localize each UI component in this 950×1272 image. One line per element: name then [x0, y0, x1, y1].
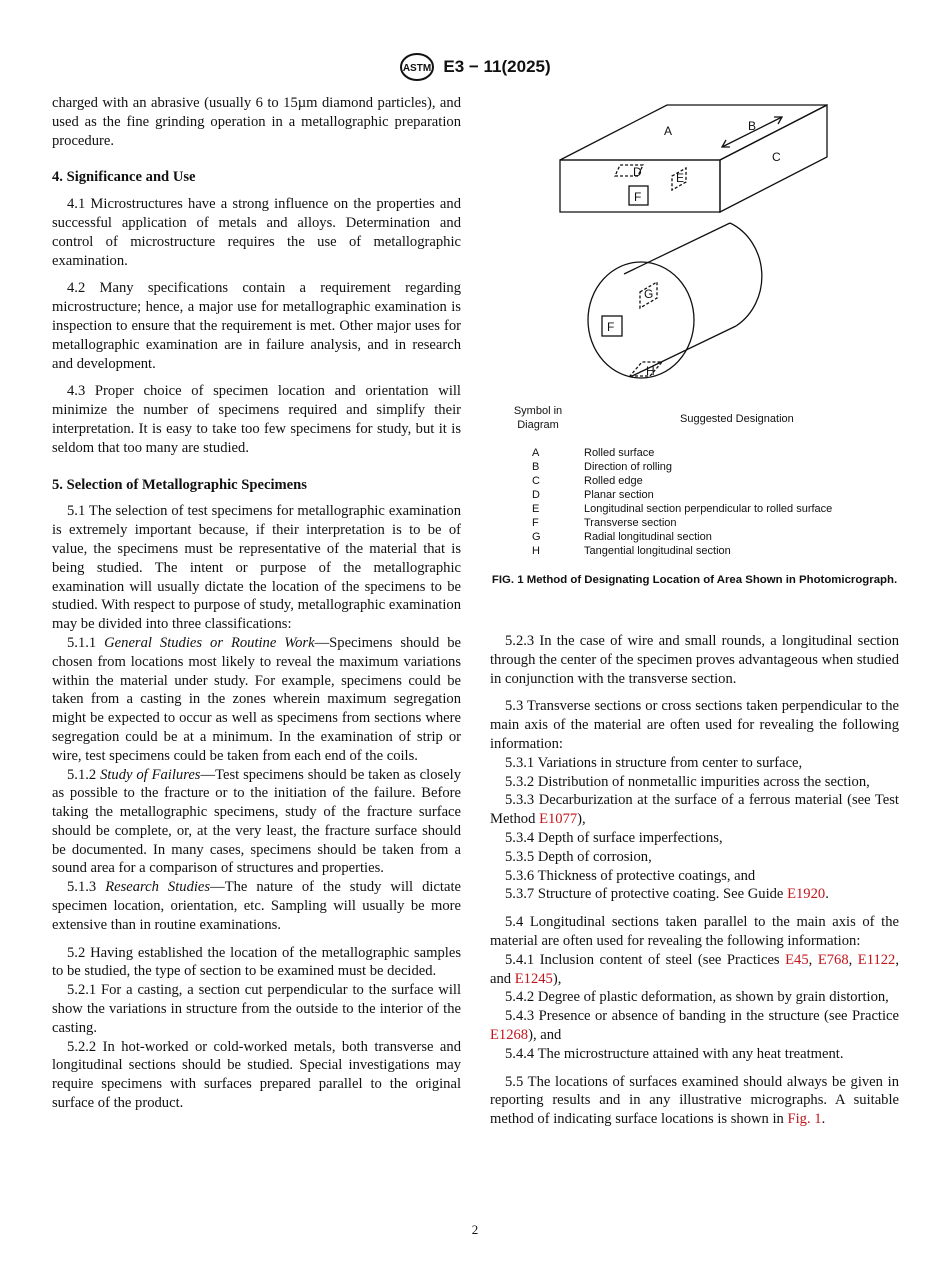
legend-row: D Planar section	[532, 489, 654, 501]
figure-caption: FIG. 1 Method of Designating Location of Area Shown in Photomicrograph.	[491, 574, 898, 586]
link-e1268[interactable]: E1268	[490, 1026, 529, 1043]
legend-row: F Transverse section	[532, 517, 677, 529]
link-e768[interactable]: E768	[817, 951, 849, 968]
paragraph-5-2: 5.2 Having established the location of the metallographic samples to be studied, the type of section to be examined must be decided.	[52, 944, 461, 980]
link-e1077[interactable]: E1077	[539, 811, 578, 828]
paragraph-5-1-2: 5.1.2 Study of Failures—Test specimens should be taken as closely as possible to the fracture or to the initiation of the failure. Before taking the metallographic specimens, study of the fracture surface should be complete, or, at the very least, the fracture surface should be documented. In many cases, specimens should be taken from a sound area for a comparison of structures and properties.	[52, 766, 461, 877]
label-c: C	[772, 150, 781, 164]
legend-row: H Tangential longitudinal section	[532, 545, 731, 557]
label-h: H	[646, 364, 655, 378]
paragraph-4-1: 4.1 Microstructures have a strong influence on the properties and successful application of metals and alloys. Determination and control of microstructure requires the use of metallographic examination.	[52, 196, 461, 269]
label-f-cylinder: F	[607, 320, 615, 334]
label-b: B	[748, 119, 757, 133]
term-study-of-failures: Study of Failures	[100, 766, 201, 783]
paragraph-5-4: 5.4 Longitudinal sections taken parallel to the main axis of the material are often used for revealing the following information:	[490, 914, 899, 949]
paragraph-5-2-3: 5.2.3 In the case of wire and small rounds, a longitudinal section through the center of the specimen proves advantageous when studied in conjunction with the transverse section.	[490, 633, 899, 687]
paragraph-5-2-1: 5.2.1 For a casting, a section cut perpendicular to the surface will show the variations in structure from the outside to the interior of the casting.	[52, 982, 461, 1036]
legend-header-symbol: Symbol in Diagram	[513, 405, 563, 431]
link-fig-1[interactable]: Fig. 1	[787, 1111, 822, 1128]
paragraph-5-5: 5.5 The locations of surfaces examined should always be given in reporting results and in any illustrative micrographs. A suitable method of indicating surface locations is shown in Fig. 1.	[490, 1073, 899, 1128]
link-e45[interactable]: E45	[785, 951, 809, 968]
paragraph-5-1-1: 5.1.1 General Studies or Routine Work—Specimens should be chosen from locations most likely to reveal the maximum variations within the material under study. For example, specimens could be taken from a casting in the zones wherein maximum segregation might be expected to occur as well as specimens from sections where segregation could be at a minimum. In the examination of strip or wire, test specimens could be taken from each end of the coils.	[52, 634, 461, 764]
paragraph-4-3: 4.3 Proper choice of specimen location and orientation will minimize the number of specimens required and simplify their interpretation. It is easy to take too few specimens for study, but it is seldom that too many are studied.	[52, 383, 461, 456]
paragraph-5-1: 5.1 The selection of test specimens for metallographic examination is extremely important because, if their interpretation is to be of value, the specimens must be representative of the material that is being studied. The intent or purpose of the metallographic examination will usually dictate the location of the specimens to be studied. With respect to purpose of study, metallographic examination may be divided into three classifications:	[52, 503, 461, 633]
legend-header-designation: Suggested Designation	[680, 413, 794, 425]
legend-row: A Rolled surface	[532, 447, 655, 459]
right-column	[490, 632, 899, 1129]
paragraph-5-3-7: 5.3.7 Structure of protective coating. See Guide E1920.	[505, 886, 829, 903]
term-general-studies: General Studies or Routine Work	[104, 634, 315, 651]
paragraph-5-2-2: 5.2.2 In hot-worked or cold-worked metals, both transverse and longitudinal sections should be studied. Special investigations may require specimens with surfaces prepared parallel to the original surface of the product.	[52, 1038, 461, 1112]
paragraph-intro: charged with an abrasive (usually 6 to 15µm diamond particles), and used as the fine grinding operation in a metallographic preparation procedure.	[52, 95, 461, 149]
paragraph-5-4-3: 5.4.3 Presence or absence of banding in the structure (see Practice E1268), and	[490, 1008, 899, 1043]
astm-logo-text: ASTM	[403, 63, 432, 74]
paragraph-5-3-2: 5.3.2 Distribution of nonmetallic impurities across the section,	[505, 773, 870, 790]
document-code: E3 − 11(2025)	[443, 57, 551, 76]
paragraph-5-4-1: 5.4.1 Inclusion content of steel (see Practices E45, E768, E1122, and E1245),	[490, 951, 900, 987]
legend-row: B Direction of rolling	[532, 461, 673, 473]
label-d: D	[633, 165, 642, 179]
paragraph-5-3-1: 5.3.1 Variations in structure from center to surface,	[505, 754, 803, 771]
astm-logo-icon	[399, 52, 435, 82]
link-e1245[interactable]: E1245	[514, 970, 553, 987]
link-e1920[interactable]: E1920	[787, 886, 826, 903]
legend-row: G Radial longitudinal section	[532, 531, 712, 543]
paragraph-5-1-3: 5.1.3 Research Studies—The nature of the study will dictate specimen location, orientation, etc. Sampling will usually be more extensive than in routine examinations.	[52, 879, 461, 933]
label-f-bar: F	[634, 190, 642, 204]
legend-row: C Rolled edge	[532, 475, 643, 487]
paragraph-5-4-2: 5.4.2 Degree of plastic deformation, as shown by grain distortion,	[505, 989, 889, 1006]
label-a: A	[664, 124, 673, 138]
paragraph-5-3-4: 5.3.4 Depth of surface imperfections,	[505, 829, 723, 846]
heading-section-4: 4. Significance and Use	[52, 169, 196, 186]
paragraph-4-2: 4.2 Many specifications contain a requirement regarding microstructure; hence, a major use for metallographic examination is inspection to ensure that the requirement is met. Other major uses for metallographic examination are in failure analysis, and in research and development.	[52, 280, 461, 372]
term-research-studies: Research Studies	[105, 879, 211, 896]
legend-rows	[490, 446, 899, 558]
heading-section-5: 5. Selection of Metallographic Specimens	[52, 476, 307, 493]
label-e: E	[676, 171, 685, 185]
figure-1-diagram	[490, 92, 899, 397]
page-header	[0, 52, 950, 82]
paragraph-5-3-3: 5.3.3 Decarburization at the surface of a ferrous material (see Test Method E1077),	[490, 792, 899, 828]
legend-row: E Longitudinal section perpendicular to rolled surface	[532, 503, 833, 515]
label-g: G	[644, 287, 654, 301]
link-e1122[interactable]: E1122	[857, 951, 896, 968]
specimen-diagram	[490, 92, 899, 392]
left-column	[52, 94, 461, 1113]
paragraph-5-3-6: 5.3.6 Thickness of protective coatings, and	[505, 867, 756, 884]
page-number: 2	[471, 1222, 479, 1237]
paragraph-5-3: 5.3 Transverse sections or cross sections taken perpendicular to the main axis of the material are often used for revealing the following information:	[490, 698, 899, 752]
paragraph-5-3-5: 5.3.5 Depth of corrosion,	[505, 848, 652, 865]
paragraph-5-4-4: 5.4.4 The microstructure attained with any heat treatment.	[505, 1045, 844, 1062]
